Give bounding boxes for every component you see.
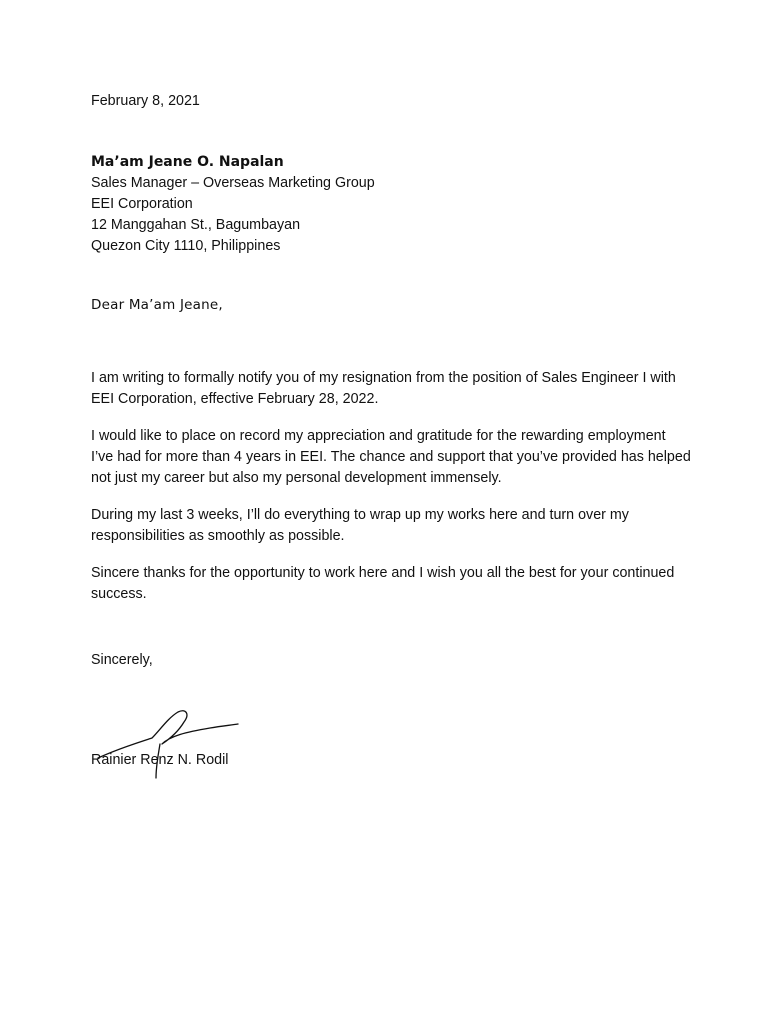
recipient-street: 12 Manggahan St., Bagumbayan [91,217,301,233]
letter-body [91,368,691,621]
handwritten-signature [90,700,250,790]
body-paragraph-thanks: Sincere thanks for the opportunity to work here and I wish you all the best for your continued success. [91,565,675,602]
recipient-address-block [91,152,691,257]
salutation: Dear Ma’am Jeane, [91,297,223,313]
recipient-title: Sales Manager – Overseas Marketing Group [91,175,375,191]
body-paragraph-transition: During my last 3 weeks, I’ll do everything to wrap up my works here and turn over my responsibilities as smoothly as possible. [91,507,629,544]
closing: Sincerely, [91,652,153,668]
letter-date: February 8, 2021 [91,93,200,109]
body-paragraph-resignation: I am writing to formally notify you of my resignation from the position of Sales Engineer I with EEI Corporation, effective February 28, 2022. [91,370,676,407]
recipient-company: EEI Corporation [91,196,193,212]
signer-name: Rainier Renz N. Rodil [91,752,229,768]
recipient-name: Ma’am Jeane O. Napalan [91,154,284,170]
body-paragraph-appreciation: I would like to place on record my appreciation and gratitude for the rewarding employment I’ve had for more than 4 years in EEI. The chance and support that you’ve provided has helped not just my career but also my personal development immensely. [91,428,691,486]
recipient-city: Quezon City 1110, Philippines [91,238,281,254]
